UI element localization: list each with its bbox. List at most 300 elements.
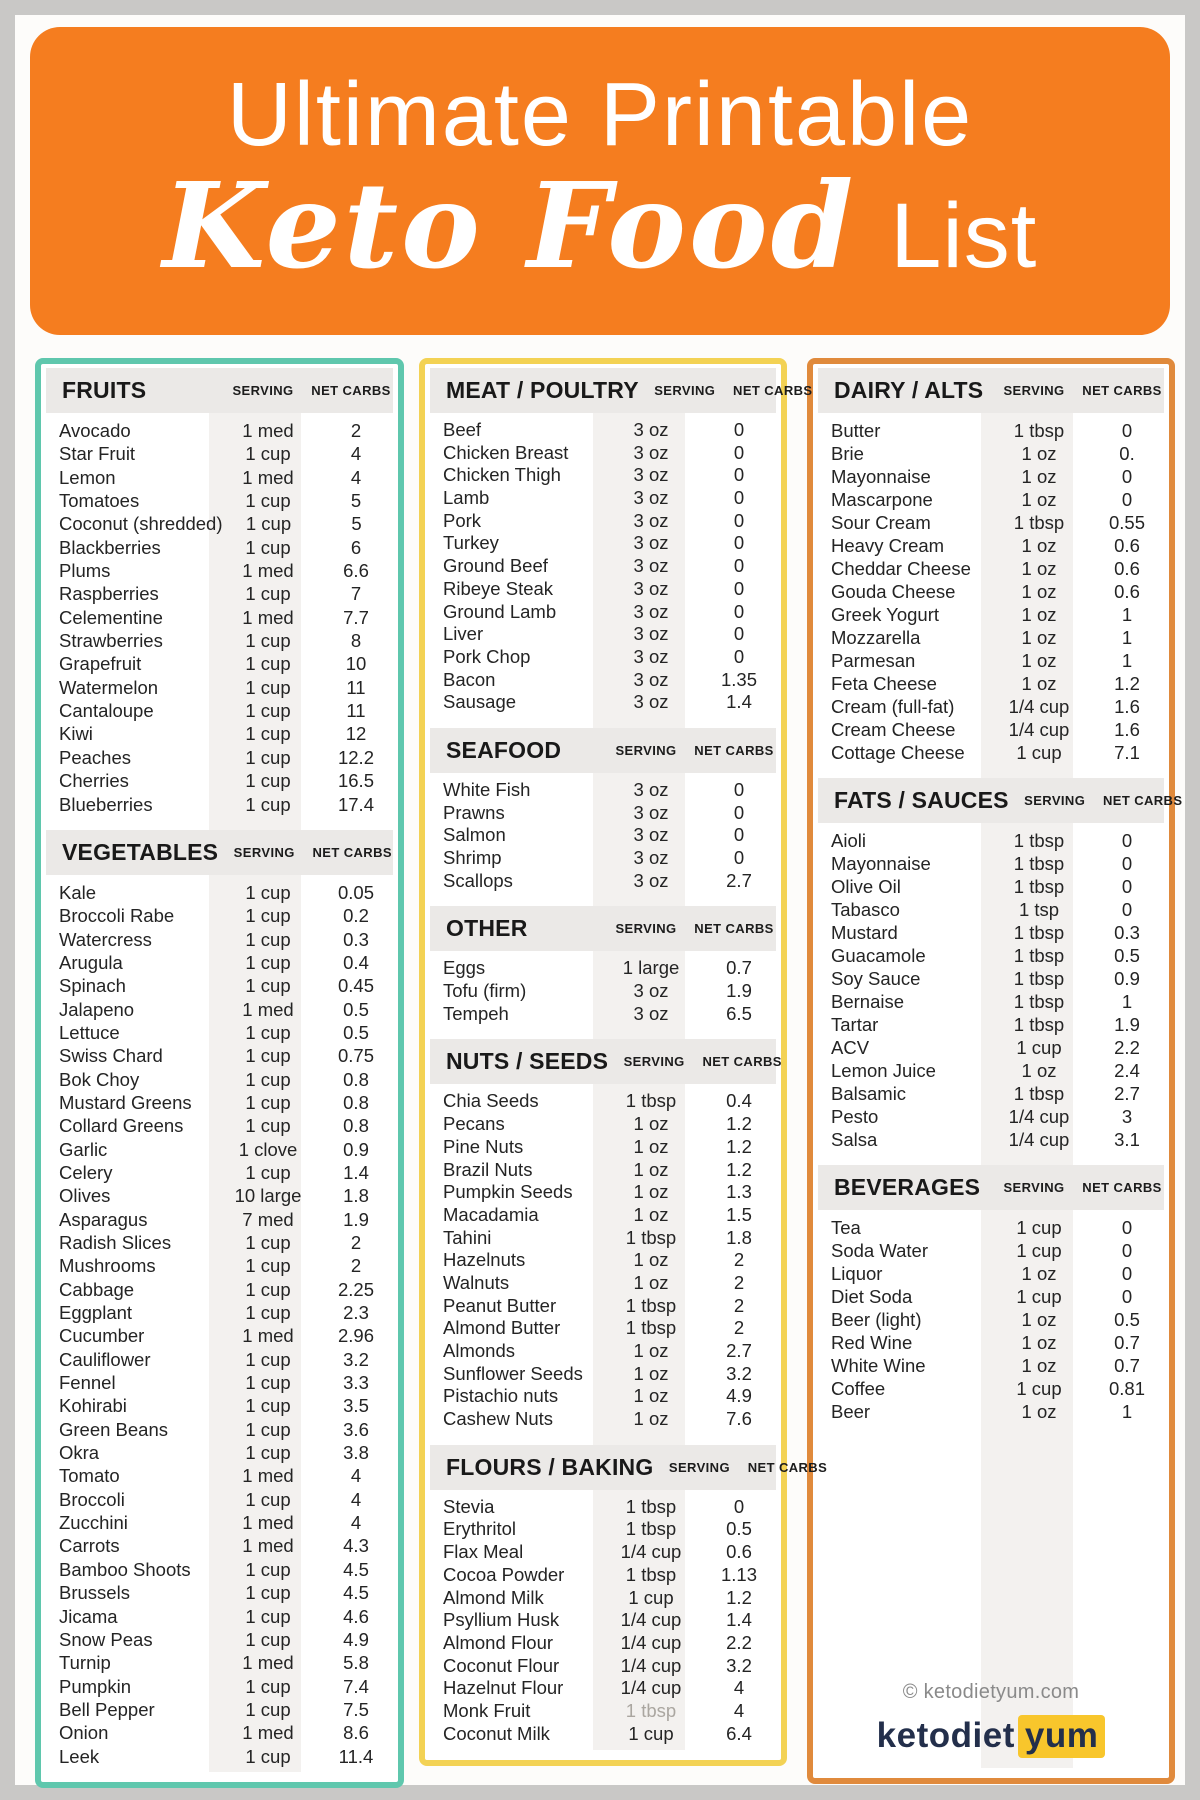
food-row (41, 1721, 398, 1744)
food-name: Broccoli (59, 1488, 125, 1510)
food-serving: 1 cup (245, 1745, 291, 1767)
food-net-carbs: 0 (733, 623, 745, 645)
serving-column-label: SERVING (233, 844, 295, 860)
food-net-carbs: 0.3 (1114, 922, 1140, 943)
poster-title-script: Keto Food (162, 156, 857, 296)
food-row (425, 578, 781, 601)
food-name: Soda Water (831, 1240, 928, 1261)
food-name: Flax Meal (443, 1541, 524, 1563)
food-serving: 1 oz (633, 1203, 669, 1225)
food-row (41, 1021, 398, 1044)
poster-title-line1: Ultimate Printable (226, 64, 974, 165)
food-row (41, 1254, 398, 1277)
food-serving: 1 tbsp (1013, 968, 1065, 989)
food-name: Monk Fruit (443, 1699, 531, 1721)
food-row (813, 511, 1169, 534)
food-net-carbs: 2 (733, 1249, 745, 1271)
food-serving: 1 oz (633, 1181, 669, 1203)
food-name: Celery (59, 1161, 113, 1183)
food-column-middle (419, 358, 828, 1766)
food-serving: 1 cup (245, 1605, 291, 1627)
food-row (813, 944, 1169, 967)
food-net-carbs: 1 (1121, 627, 1133, 648)
net-carbs-column-label: NET CARBS (694, 742, 774, 758)
food-net-carbs: 1.6 (1114, 696, 1140, 717)
food-serving: 1 oz (1021, 673, 1057, 694)
food-net-carbs: 0.5 (726, 1518, 752, 1540)
food-serving: 1 oz (633, 1249, 669, 1271)
food-serving: 3 oz (633, 419, 669, 440)
food-serving: 3 oz (633, 464, 669, 486)
food-name: Broccoli Rabe (59, 905, 175, 927)
food-serving: 3 oz (633, 847, 669, 868)
food-name: Chia Seeds (443, 1090, 539, 1112)
food-serving: 1 cup (245, 443, 291, 465)
food-net-carbs: 0 (1121, 1263, 1133, 1284)
food-name: Mozzarella (831, 627, 921, 648)
food-serving: 3 oz (633, 824, 669, 846)
food-row (425, 1496, 781, 1519)
food-serving: 1 cup (245, 951, 291, 973)
food-name: Lamb (443, 487, 490, 509)
food-serving: 1 cup (245, 723, 291, 745)
food-net-carbs: 0.05 (337, 881, 374, 903)
food-name: Almonds (443, 1340, 515, 1361)
food-serving: 3 oz (633, 778, 669, 800)
food-row (813, 990, 1169, 1013)
food-serving: 1 oz (633, 1135, 669, 1157)
food-name: Pistachio nuts (443, 1385, 559, 1407)
food-name: Leek (59, 1745, 100, 1767)
food-serving: 1 med (242, 1722, 294, 1744)
food-row (425, 1249, 781, 1272)
food-serving: 1 cup (245, 1698, 291, 1720)
food-net-carbs: 8.6 (343, 1722, 369, 1744)
food-serving: 3 oz (633, 555, 669, 577)
food-row (425, 1363, 781, 1386)
food-row (41, 793, 398, 816)
food-name: Cream Cheese (831, 719, 956, 740)
food-net-carbs: 4 (733, 1677, 745, 1699)
section-rows (813, 419, 1169, 764)
food-serving: 7 med (242, 1208, 294, 1230)
food-serving: 1 oz (633, 1362, 669, 1384)
food-net-carbs: 0 (1121, 853, 1133, 874)
food-row (41, 1184, 398, 1207)
poster-header (30, 27, 1170, 335)
food-row (813, 1331, 1169, 1354)
food-serving: 1 oz (1021, 650, 1057, 671)
food-name: Turkey (443, 532, 499, 554)
food-serving: 1 cup (245, 583, 291, 605)
food-serving: 1 oz (633, 1340, 669, 1361)
food-net-carbs: 3.2 (726, 1654, 752, 1676)
section-rows (425, 957, 781, 1025)
food-serving: 1/4 cup (620, 1609, 682, 1631)
food-serving: 1 med (242, 1325, 294, 1347)
food-net-carbs: 4.3 (343, 1535, 369, 1557)
food-net-carbs: 0 (1121, 1240, 1133, 1261)
food-serving: 1 cup (1016, 1286, 1062, 1307)
food-row (813, 603, 1169, 626)
food-row (813, 898, 1169, 921)
section-rows (425, 1090, 781, 1430)
brand-logo-yum: yum (1018, 1715, 1105, 1758)
food-row (41, 1581, 398, 1604)
food-serving: 1 cup (245, 1348, 291, 1370)
food-net-carbs: 3.8 (343, 1442, 369, 1464)
section-header (818, 368, 1164, 413)
food-row (813, 921, 1169, 944)
food-serving: 1/4 cup (620, 1631, 682, 1653)
food-serving: 1 oz (1021, 489, 1057, 510)
food-serving: 1 tbsp (625, 1699, 677, 1721)
food-serving: 3 oz (633, 577, 669, 599)
food-serving: 1 oz (1021, 1263, 1057, 1284)
food-serving: 3 oz (633, 801, 669, 823)
food-serving: 1 oz (1021, 535, 1057, 556)
food-net-carbs: 2 (733, 1294, 745, 1316)
food-name: White Wine (831, 1355, 926, 1376)
food-net-carbs: 0 (733, 801, 745, 823)
food-net-carbs: 3.2 (343, 1348, 369, 1370)
food-row (813, 1105, 1169, 1128)
food-row (41, 1114, 398, 1137)
food-row (425, 532, 781, 555)
food-name: Stevia (443, 1495, 495, 1517)
section-header (430, 1039, 782, 1084)
serving-column-label: SERVING (623, 1054, 685, 1070)
copyright-text: © ketodietyum.com (902, 1681, 1080, 1703)
poster-title-line2 (163, 158, 1038, 294)
food-row (425, 1723, 781, 1746)
food-row (425, 510, 781, 533)
food-net-carbs: 16.5 (337, 770, 374, 792)
food-name: Blueberries (59, 793, 153, 815)
food-name: Pumpkin Seeds (443, 1181, 573, 1203)
food-serving: 1 cup (245, 676, 291, 698)
brand-footer (813, 1681, 1169, 1756)
food-net-carbs: 4.6 (343, 1605, 369, 1627)
food-row (425, 1700, 781, 1723)
net-carbs-column-label: NET CARBS (733, 383, 813, 398)
food-serving: 1 cup (245, 881, 291, 903)
food-net-carbs: 0 (1121, 830, 1133, 851)
food-net-carbs: 3.3 (343, 1372, 369, 1394)
food-net-carbs: 3.2 (726, 1362, 752, 1384)
food-net-carbs: 0 (1121, 420, 1133, 441)
food-net-carbs: 12.2 (337, 746, 374, 768)
food-name: Beer (831, 1401, 871, 1422)
food-name: Raspberries (59, 583, 159, 605)
food-name: Celementine (59, 606, 163, 628)
food-net-carbs: 0 (733, 778, 745, 800)
food-serving: 1 cup (628, 1722, 674, 1744)
food-serving: 1 cup (245, 513, 292, 535)
food-net-carbs: 1.4 (726, 1609, 752, 1631)
food-serving: 1 tbsp (1013, 1083, 1065, 1104)
food-name: Erythritol (443, 1518, 516, 1540)
section-title: SEAFOOD (446, 736, 562, 763)
food-net-carbs: 10 (345, 653, 367, 675)
food-name: Diet Soda (831, 1286, 913, 1307)
food-row (813, 1377, 1169, 1400)
food-net-carbs: 4.5 (343, 1558, 369, 1580)
food-serving: 1 tbsp (1013, 876, 1065, 897)
food-net-carbs: 6.4 (726, 1722, 752, 1744)
food-row (425, 669, 781, 692)
food-net-carbs: 0 (733, 419, 745, 440)
food-name: Kale (59, 881, 97, 903)
food-serving: 1 cup (245, 1115, 291, 1137)
food-serving: 1 oz (633, 1408, 669, 1430)
food-name: Green Beans (59, 1418, 169, 1440)
section-rows (813, 1216, 1169, 1423)
food-name: Mushrooms (59, 1255, 156, 1277)
food-row (813, 534, 1169, 557)
food-row (41, 1534, 398, 1557)
food-serving: 1 cup (1016, 1217, 1062, 1238)
section-header (818, 778, 1183, 823)
food-net-carbs: 4.9 (343, 1628, 369, 1650)
food-row (425, 1541, 781, 1564)
food-row (41, 1208, 398, 1231)
section-rows (41, 881, 398, 1768)
food-net-carbs: 2.2 (726, 1631, 752, 1653)
food-net-carbs: 0.7 (1114, 1332, 1140, 1353)
food-row (41, 746, 398, 769)
food-net-carbs: 0 (733, 464, 745, 486)
serving-column-label: SERVING (668, 1459, 730, 1475)
food-name: Cheddar Cheese (831, 558, 971, 579)
food-net-carbs: 11 (346, 676, 366, 698)
food-net-carbs: 0.4 (726, 1090, 752, 1112)
food-row (41, 1324, 398, 1347)
food-serving: 1 med (242, 1512, 294, 1534)
section-rows (813, 829, 1169, 1151)
food-serving: 1 oz (1021, 581, 1057, 602)
food-net-carbs: 7.6 (726, 1408, 752, 1430)
food-name: Cream (full-fat) (831, 696, 955, 717)
section-title: VEGETABLES (62, 838, 219, 865)
food-name: Tahini (443, 1226, 492, 1248)
food-serving: 1 oz (1021, 1332, 1057, 1353)
food-name: Mayonnaise (831, 466, 931, 487)
food-net-carbs: 1.9 (1114, 1014, 1140, 1035)
food-name: Tomatoes (59, 490, 140, 512)
section-header (430, 1445, 828, 1490)
food-net-carbs: 8 (350, 630, 362, 652)
food-serving: 1 cup (245, 1558, 291, 1580)
food-row (41, 1278, 398, 1301)
food-name: Asparagus (59, 1208, 148, 1230)
food-name: Salsa (831, 1129, 878, 1150)
food-name: Mustard (831, 922, 898, 943)
food-row (41, 606, 398, 629)
food-row (41, 466, 398, 489)
food-row (41, 1161, 398, 1184)
food-row (425, 957, 781, 980)
food-net-carbs: 0 (1121, 876, 1133, 897)
food-name: Turnip (59, 1652, 111, 1674)
food-row (425, 1204, 781, 1227)
food-net-carbs: 0.5 (343, 998, 369, 1020)
food-net-carbs: 2 (733, 1271, 745, 1293)
food-net-carbs: 4 (350, 1512, 362, 1534)
food-serving: 1/4 cup (620, 1541, 682, 1563)
food-serving: 1 tbsp (625, 1563, 677, 1585)
food-net-carbs: 11 (346, 700, 366, 722)
food-serving: 1 clove (238, 1138, 298, 1160)
food-name: Blackberries (59, 536, 161, 558)
food-name: Brie (831, 443, 864, 464)
food-net-carbs: 3.1 (1114, 1129, 1140, 1150)
food-row (425, 1408, 781, 1431)
section-title: BEVERAGES (834, 1174, 981, 1200)
food-net-carbs: 3.5 (343, 1395, 369, 1417)
food-serving: 1 cup (245, 1232, 291, 1253)
food-name: Kohirabi (59, 1395, 127, 1417)
food-serving: 1 cup (245, 1628, 291, 1650)
food-name: Kiwi (59, 723, 93, 745)
serving-column-label: SERVING (615, 742, 677, 758)
food-net-carbs: 7.7 (343, 606, 369, 628)
section-header (46, 830, 393, 875)
food-serving: 1 tbsp (1013, 922, 1065, 943)
food-net-carbs: 4 (350, 1465, 362, 1487)
food-serving: 1 cup (245, 1278, 291, 1300)
food-serving: 1 med (242, 466, 294, 488)
food-row (41, 559, 398, 582)
food-name: Tea (831, 1217, 861, 1238)
food-net-carbs: 2.7 (1114, 1083, 1140, 1104)
food-serving: 1 oz (1021, 1401, 1057, 1422)
food-name: Okra (59, 1442, 100, 1464)
poster-title-suffix: List (890, 185, 1038, 288)
food-name: Greek Yogurt (831, 604, 939, 625)
food-net-carbs: 1.4 (343, 1161, 369, 1183)
food-row (41, 1511, 398, 1534)
food-row (813, 1239, 1169, 1262)
food-name: Bacon (443, 668, 496, 690)
food-net-carbs: 1.9 (343, 1208, 369, 1230)
food-name: Mascarpone (831, 489, 933, 510)
food-name: Pork Chop (443, 645, 531, 667)
food-row (41, 1488, 398, 1511)
food-name: Almond Flour (443, 1631, 554, 1653)
food-net-carbs: 1 (1121, 991, 1133, 1012)
food-row (425, 1272, 781, 1295)
food-name: Peanut Butter (443, 1294, 557, 1316)
food-serving: 1 med (242, 998, 294, 1020)
food-name: Coconut (shredded) (59, 513, 223, 535)
food-name: Jalapeno (59, 998, 135, 1020)
food-name: Fennel (59, 1372, 116, 1394)
food-name: Bell Pepper (59, 1698, 155, 1720)
food-row (813, 1013, 1169, 1036)
food-row (425, 1317, 781, 1340)
net-carbs-column-label: NET CARBS (747, 1459, 828, 1475)
food-name: Beef (443, 419, 482, 440)
section-rows (425, 419, 781, 714)
food-row (41, 1464, 398, 1487)
food-net-carbs: 0 (733, 847, 745, 868)
food-row (41, 1138, 398, 1161)
food-row (425, 779, 781, 802)
food-serving: 1 oz (1021, 443, 1057, 464)
food-name: Cottage Cheese (831, 742, 965, 763)
brand-logo-ketodiet: ketodiet (876, 1716, 1015, 1755)
food-name: Tofu (firm) (443, 980, 527, 1002)
food-serving: 1 cup (245, 630, 291, 652)
section-title: DAIRY / ALTS (834, 377, 984, 403)
section-title: NUTS / SEEDS (446, 1048, 609, 1075)
food-net-carbs: 1.2 (1114, 673, 1140, 694)
food-net-carbs: 6.5 (726, 1002, 752, 1024)
food-net-carbs: 0 (733, 824, 745, 846)
food-row (41, 951, 398, 974)
food-row (41, 1231, 398, 1254)
food-serving: 1/4 cup (620, 1677, 682, 1699)
food-net-carbs: 6.6 (343, 560, 369, 582)
food-name: Spinach (59, 975, 126, 997)
food-serving: 1 cup (245, 1255, 291, 1277)
food-net-carbs: 0.2 (343, 905, 369, 927)
food-net-carbs: 0 (733, 555, 745, 577)
food-name: Onion (59, 1722, 109, 1744)
food-row (425, 1564, 781, 1587)
food-row (41, 1371, 398, 1394)
food-row (425, 646, 781, 669)
food-name: Cocoa Powder (443, 1563, 565, 1585)
food-name: ACV (831, 1037, 870, 1058)
section-header (46, 368, 393, 413)
net-carbs-column-label: NET CARBS (1102, 793, 1183, 808)
food-name: Ground Beef (443, 555, 548, 577)
food-serving: 1 cup (245, 1442, 291, 1464)
food-name: Tabasco (831, 899, 900, 920)
food-row (41, 419, 398, 442)
food-net-carbs: 0 (733, 577, 745, 599)
food-row (425, 623, 781, 646)
food-name: Strawberries (59, 630, 163, 652)
food-serving: 10 large (234, 1185, 302, 1207)
food-row (813, 967, 1169, 990)
food-net-carbs: 1.5 (726, 1203, 752, 1225)
food-net-carbs: 1 (1121, 604, 1133, 625)
food-name: Pine Nuts (443, 1135, 524, 1157)
food-row (41, 1745, 398, 1768)
food-name: Almond Butter (443, 1317, 561, 1339)
food-row (425, 1385, 781, 1408)
food-name: Eggs (443, 957, 486, 979)
food-net-carbs: 1 (1121, 650, 1133, 671)
food-name: Feta Cheese (831, 673, 937, 694)
section-title: OTHER (446, 915, 528, 942)
net-carbs-column-label: NET CARBS (1082, 1180, 1162, 1195)
food-serving: 3 oz (633, 509, 669, 531)
food-net-carbs: 0.6 (726, 1541, 752, 1563)
food-net-carbs: 1.9 (726, 980, 752, 1002)
food-row (425, 1003, 781, 1026)
food-name: Brussels (59, 1582, 130, 1604)
food-row (425, 1340, 781, 1363)
food-net-carbs: 1.2 (726, 1135, 752, 1157)
food-row (813, 557, 1169, 580)
food-row (425, 1609, 781, 1632)
brand-logo (813, 1716, 1169, 1756)
food-row (41, 1394, 398, 1417)
